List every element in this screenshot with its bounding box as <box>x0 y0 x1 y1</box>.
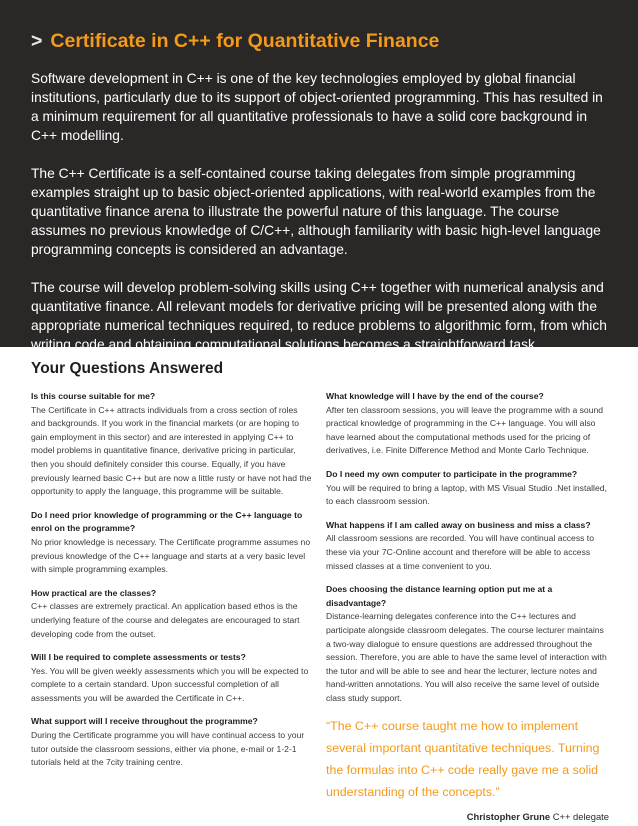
testimonial-role: C++ delegate <box>552 811 609 823</box>
faq-item <box>326 468 609 509</box>
faq-answer: All classroom sessions are recorded. You will have continual access to these via your 7C-Online account and therefore will be able to access missed classes at a time convenient to you. <box>326 533 594 571</box>
faq-answer: After ten classroom sessions, you will leave the programme with a sound practical knowledge of programming in the C++ language. You will also have learned about the computational methods used for the pricing of derivatives, i.e. Finite Difference Method and Monte Carlo Technique. <box>326 404 604 456</box>
questions-heading: Your Questions Answered <box>31 360 224 377</box>
faq-item <box>31 587 314 641</box>
testimonial-quote: “The C++ course taught me how to implement several important quantitative techniques. Turning the formulas into C++ code really gave me a solid understanding of the concepts.” <box>326 719 600 800</box>
intro-paragraph: The C++ Certificate is a self-contained course taking delegates from simple programming examples straight up to basic object-oriented applications, with real-world examples from the quantitative finance arena to illustrate the powerful nature of this language. The course assumes no previous knowledge of C/C++, although familiarity with basic high-level language programming concepts is considered an advantage. <box>31 166 601 257</box>
faq-question: What support will I receive throughout the programme? <box>31 716 258 727</box>
faq-answer: Distance-learning delegates conference into the C++ lectures and participate alongside classroom delegates. The course lecturer maintains a two-way dialogue to ensure questions are addressed throughout the session. Therefore, you are able to have the same level of interaction with the tutor and will be able to see and hear the lecturer, lecture notes and hand-written annotations. You will also receive the same level of outside class study support. <box>326 611 607 703</box>
faq-question: What happens if I am called away on business and miss a class? <box>326 519 591 530</box>
faq-question: Do I need my own computer to participate in the programme? <box>326 468 578 479</box>
faq-answer: During the Certificate programme you will have continual access to your tutor outside the classroom sessions, either via phone, e-mail or 1-2-1 tutorials held at the 7city training centre. <box>31 730 305 768</box>
faq-question: What knowledge will I have by the end of the course? <box>326 391 544 401</box>
page-title-text: Certificate in C++ for Quantitative Finance <box>50 30 440 52</box>
faq-item <box>31 651 314 705</box>
faq-item <box>31 390 314 499</box>
faq-left-column <box>31 390 314 780</box>
faq-item <box>326 519 609 573</box>
faq-answer: You will be required to bring a laptop, with MS Visual Studio .Net installed, to each classroom session. <box>326 482 607 507</box>
page-title <box>31 28 610 54</box>
intro-paragraph: The course will develop problem-solving skills using C++ together with numerical analysis and quantitative finance. All relevant models for derivative pricing will be presented along with the appropriate numerical techniques required, to reduce problems to algorithmic form, from which writing code and obtaining computational solutions becomes a straightforward task. <box>31 280 607 352</box>
faq-answer: No prior knowledge is necessary. The Certificate programme assumes no previous knowledge of the C++ language and starts at a very basic level with simple programming examples. <box>31 536 311 575</box>
faq-right-column <box>326 390 609 824</box>
chevron-right-icon: > <box>31 30 43 52</box>
faq-item <box>326 583 609 705</box>
testimonial-name: Christopher Grune <box>466 811 551 823</box>
faq-question: Is this course suitable for me? <box>31 391 156 401</box>
faq-question: How practical are the classes? <box>31 587 157 598</box>
faq-answer: C++ classes are extremely practical. An application based ethos is the underlying feature of the course and delegates are encouraged to start developing code from the outset. <box>31 601 300 639</box>
hero-banner <box>0 0 638 352</box>
intro-paragraph: Software development in C++ is one of the key technologies employed by global financial institutions, particularly due to its support of object-oriented programming. This has resulted in a minimum requirement for all quantitative professionals to have a solid core background in C++ modelling. <box>31 71 603 143</box>
faq-question: Does choosing the distance learning option put me at a disadvantage? <box>326 584 553 608</box>
faq-question: Do I need prior knowledge of programming or the C++ language to enrol on the programme? <box>31 509 303 534</box>
faq-item <box>31 509 314 577</box>
faq-answer: Yes. You will be given weekly assessments which you will be expected to complete to a certain standard. Upon successful completion of all assessments you will be awarded the Certificate in C++. <box>31 665 309 703</box>
faq-item <box>326 390 609 458</box>
faq-item <box>31 715 314 769</box>
testimonial-attribution <box>326 810 609 824</box>
faq-answer: The Certificate in C++ attracts individuals from a cross section of roles and backgrounds. If you work in the financial markets (or are hoping to gain employment in this sector) and are interested in applying C++ to model problems in quantitative finance, derivative pricing in particular, then you should definitely consider this course. Equally, if you have previously learned basic C++ but are now a little rusty or have not had the opportunity to apply the language, this programme will be suitable. <box>31 404 312 497</box>
faq-question: Will I be required to complete assessments or tests? <box>31 652 246 663</box>
